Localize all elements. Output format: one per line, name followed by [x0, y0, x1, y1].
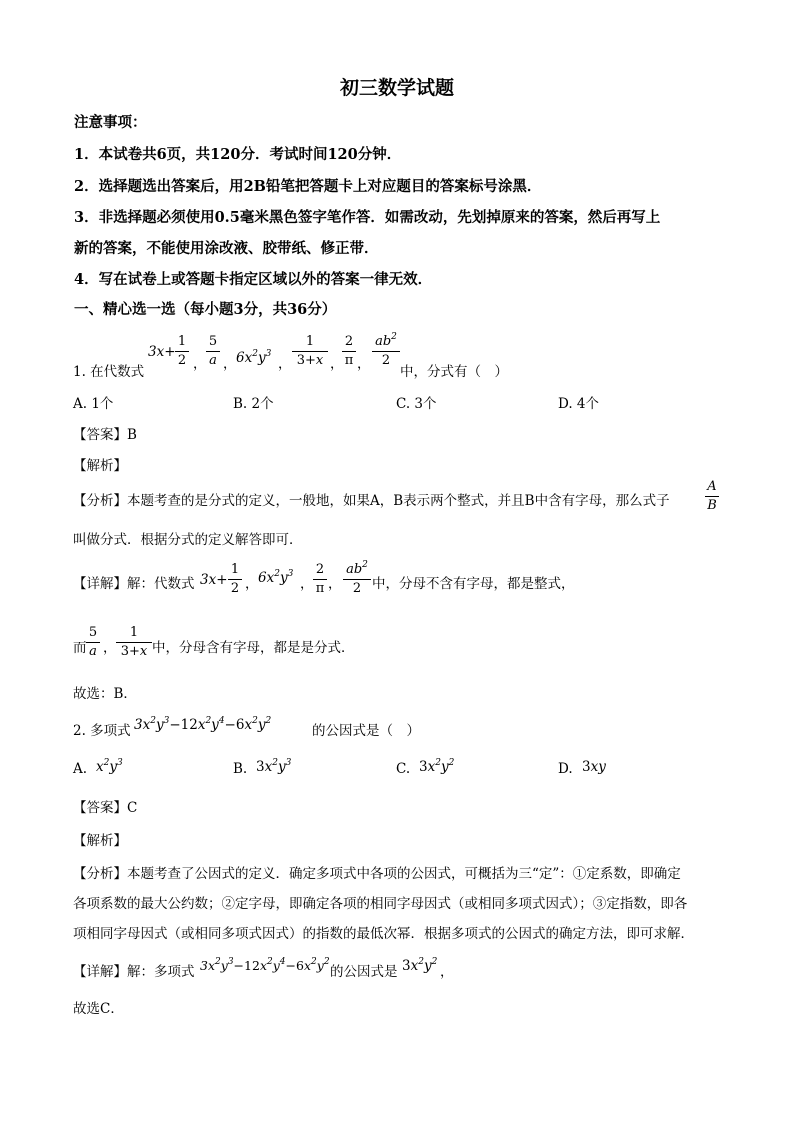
- q2-option-d: D.: [558, 761, 573, 777]
- notice-heading: 注意事项：: [74, 114, 147, 131]
- q1-option-b: B. 2个: [233, 396, 274, 412]
- q2-suffix: 的公因式是（ ）: [312, 723, 420, 739]
- q1-detail-prefix: 【详解】解：代数式: [73, 576, 195, 592]
- q2-option-a: A.: [73, 761, 88, 777]
- notice-item-3: 3．非选择题必须使用0.5毫米黑色签字笔作答．如需改动，先划掉原来的答案，然后再写上: [74, 209, 661, 226]
- q2-conclusion: 故选C．: [73, 1001, 124, 1017]
- q1-detail2-suffix: 中，分母含有字母，都是是分式．: [152, 640, 355, 656]
- q2-option-b: B.: [233, 761, 248, 777]
- q2-prefix: 2. 多项式: [73, 723, 131, 739]
- page-title: 初三数学试题: [339, 77, 454, 99]
- q2-fenxi-line3: 项相同字母因式（或相同多项式因式）的指数的最低次幂．根据多项式的公因式的确定方法，即可求解．: [73, 926, 694, 942]
- q1-prefix: 1. 在代数式: [73, 364, 145, 380]
- q2-fenxi-line2: 各项系数的最大公约数；②定字母，即确定各项的相同字母因式（或相同多项式因式）；③定指数，即各: [73, 896, 688, 912]
- q1-conclusion: 故选：B．: [73, 686, 137, 702]
- q1-analysis-tag: 【解析】: [73, 458, 127, 474]
- q1-option-a: A. 1个: [73, 396, 114, 412]
- section-heading: 一、精心选一选（每小题3分，共36分）: [74, 301, 337, 318]
- q2-detail-result: $3x^2y^2$: [402, 957, 438, 974]
- q2-detail-polynomial: $3x^2y^3-12x^2y^4-6x^2y^2$: [200, 957, 330, 973]
- q2-detail-prefix: 【详解】解：多项式: [73, 964, 195, 980]
- q1-detail2-prefix: 而: [73, 640, 87, 656]
- q2-option-c-value: $3x^2y^2$: [419, 758, 455, 775]
- notice-item-1: 1．本试卷共6页，共120分．考试时间120分钟．: [74, 146, 402, 163]
- notice-item-2: 2．选择题选出答案后，用2B铅笔把答题卡上对应题目的答案标号涂黑．: [74, 178, 542, 195]
- q2-polynomial: $3x^2y^3-12x^2y^4-6x^2y^2$: [134, 716, 272, 733]
- q1-option-c: C. 3个: [396, 396, 437, 412]
- q2-option-b-value: $3x^2y^3$: [256, 758, 292, 775]
- q2-option-c: C.: [396, 761, 411, 777]
- q1-fenxi-line1: 【分析】本题考查的是分式的定义，一般地，如果A，B表示两个整式，并且B中含有字母，那么式子: [73, 493, 670, 509]
- q2-detail-mid: 的公因式是: [330, 964, 398, 980]
- notice-item-3-cont: 新的答案，不能使用涂改液、胶带纸、修正带．: [74, 240, 379, 257]
- q2-option-a-value: $x^2y^3$: [96, 758, 123, 775]
- q2-analysis-tag: 【解析】: [73, 833, 127, 849]
- q1-detail-suffix: 中，分母不含有字母，都是整式，: [372, 576, 575, 592]
- q2-detail-end: ，: [440, 964, 454, 980]
- q1-option-d: D. 4个: [558, 396, 600, 412]
- q2-option-d-value: 3xy: [582, 759, 606, 775]
- q1-suffix: 中，分式有（ ）: [400, 364, 508, 380]
- q2-answer: 【答案】C: [73, 800, 138, 816]
- q1-fenxi-line2: 叫做分式．根据分式的定义解答即可．: [73, 532, 303, 548]
- notice-item-4: 4．写在试卷上或答题卡指定区域以外的答案一律无效．: [74, 271, 433, 288]
- q1-fraction-ab: A B: [705, 479, 719, 514]
- q1-answer: 【答案】B: [73, 427, 137, 443]
- q2-fenxi-line1: 【分析】本题考查了公因式的定义．确定多项式中各项的公因式，可概括为三“定”：①定系数，即确定: [73, 866, 681, 882]
